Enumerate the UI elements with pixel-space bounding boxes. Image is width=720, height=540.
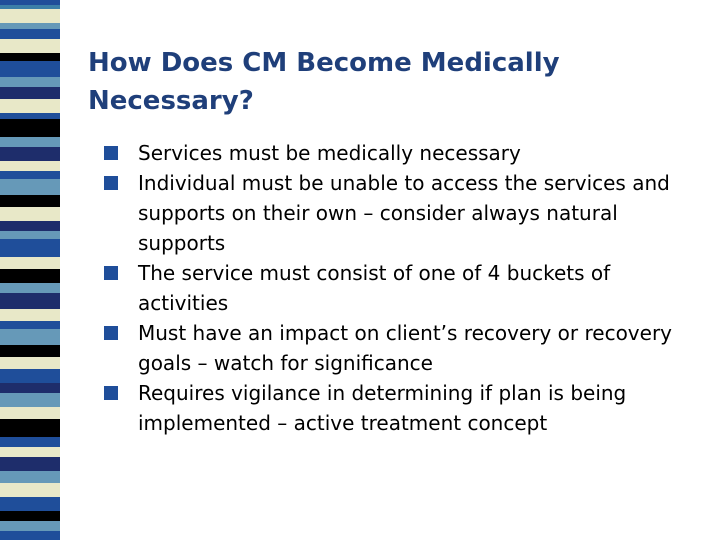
stripe-segment [0, 283, 60, 293]
stripe-segment [0, 437, 60, 447]
bullet-item [104, 378, 694, 438]
stripe-segment [0, 471, 60, 483]
stripe-segment [0, 161, 60, 171]
bullet-text: The service must consist of one of 4 buckets of activities [138, 261, 611, 315]
stripe-segment [0, 521, 60, 531]
stripe-segment [0, 39, 60, 53]
square-bullet-icon [104, 176, 118, 190]
stripe-segment [0, 195, 60, 207]
stripe-segment [0, 221, 60, 231]
bullet-text: Requires vigilance in determining if plan is being implemented – active treatment concept [138, 381, 627, 435]
stripe-segment [0, 369, 60, 383]
stripe-segment [0, 53, 60, 61]
stripe-segment [0, 407, 60, 419]
stripe-segment [0, 531, 60, 540]
stripe-segment [0, 9, 60, 23]
stripe-segment [0, 383, 60, 393]
bullet-item [104, 168, 694, 258]
stripe-segment [0, 357, 60, 369]
square-bullet-icon [104, 146, 118, 160]
stripe-segment [0, 137, 60, 147]
decorative-stripe-bar [0, 0, 60, 540]
stripe-segment [0, 171, 60, 179]
stripe-segment [0, 207, 60, 221]
stripe-segment [0, 269, 60, 283]
stripe-segment [0, 497, 60, 511]
stripe-segment [0, 239, 60, 257]
stripe-segment [0, 293, 60, 309]
stripe-segment [0, 309, 60, 321]
stripe-segment [0, 147, 60, 161]
stripe-segment [0, 345, 60, 357]
bullet-text: Must have an impact on client’s recovery or recovery goals – watch for significance [138, 321, 673, 375]
bullet-item [104, 318, 694, 378]
stripe-segment [0, 179, 60, 195]
stripe-segment [0, 87, 60, 99]
stripe-segment [0, 257, 60, 269]
stripe-segment [0, 457, 60, 471]
stripe-segment [0, 77, 60, 87]
stripe-segment [0, 61, 60, 77]
stripe-segment [0, 29, 60, 39]
stripe-segment [0, 231, 60, 239]
bullet-item [104, 258, 694, 318]
stripe-segment [0, 419, 60, 437]
stripe-segment [0, 321, 60, 329]
stripe-segment [0, 393, 60, 407]
stripe-segment [0, 511, 60, 521]
stripe-segment [0, 483, 60, 497]
stripe-segment [0, 99, 60, 113]
stripe-segment [0, 119, 60, 137]
square-bullet-icon [104, 266, 118, 280]
bullet-text: Services must be medically necessary [138, 141, 521, 165]
slide-title: How Does CM Become Medically Necessary? [88, 48, 560, 116]
bullet-list [104, 138, 694, 438]
square-bullet-icon [104, 326, 118, 340]
bullet-item [104, 138, 694, 168]
stripe-segment [0, 329, 60, 345]
stripe-segment [0, 447, 60, 457]
bullet-text: Individual must be unable to access the services and supports on their own – consider always natural supports [138, 171, 670, 255]
square-bullet-icon [104, 386, 118, 400]
